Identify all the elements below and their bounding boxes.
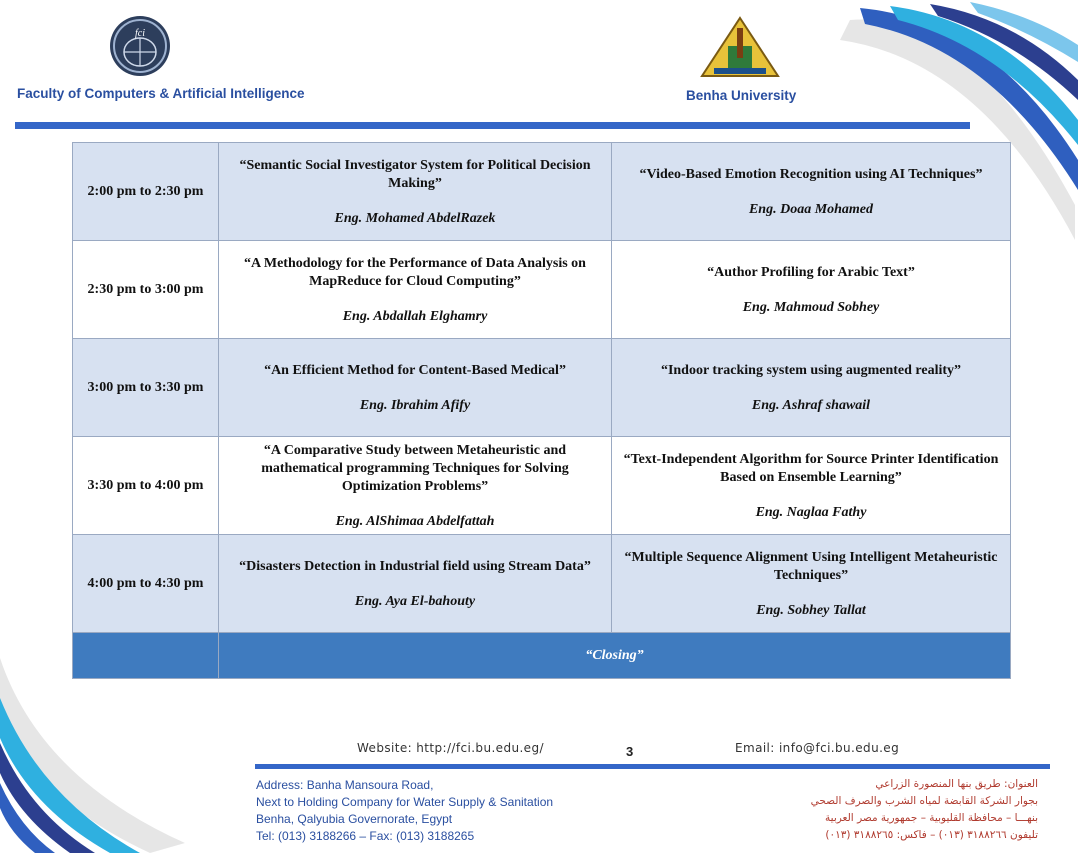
talk-title: “Disasters Detection in Industrial field using Stream Data” — [239, 558, 591, 574]
talk-title: “Text-Independent Algorithm for Source Printer Identification Based on Ensemble Learning” — [623, 451, 999, 485]
time-slot: 3:30 pm to 4:00 pm — [73, 437, 219, 535]
talk-title: “Indoor tracking system using augmented reality” — [660, 362, 962, 378]
address-line: بنهـــا – محافظة القليوبية – جمهورية مصر العربية — [825, 812, 1038, 824]
university-logo — [700, 16, 780, 80]
speaker-name: Eng. Ibrahim Afify — [359, 397, 471, 413]
address-line: العنوان: طريق بنها المنصورة الزراعي — [875, 778, 1038, 790]
footer-website: Website: http://fci.bu.edu.eg/ — [357, 741, 544, 755]
table-row — [73, 535, 1011, 633]
talk-cell — [219, 241, 612, 339]
talk-title: “Video-Based Emotion Recognition using AI Techniques” — [639, 166, 983, 182]
page-number: 3 — [626, 744, 634, 759]
talk-title: “A Methodology for the Performance of Data Analysis on MapReduce for Cloud Computing” — [244, 255, 586, 289]
closing-row — [73, 633, 1011, 679]
address-line: بجوار الشركة القابضة لمياه الشرب والصرف الصحي — [810, 795, 1038, 807]
talk-title: “Author Profiling for Arabic Text” — [707, 264, 915, 280]
talk-cell — [219, 339, 612, 437]
address-line: Tel: (013) 3188266 – Fax: (013) 3188265 — [256, 829, 475, 843]
address-line: Address: Banha Mansoura Road, — [256, 778, 434, 792]
footer-divider — [255, 764, 1050, 769]
talk-cell — [219, 143, 612, 241]
talk-cell — [219, 535, 612, 633]
talk-cell — [612, 143, 1011, 241]
speaker-name: Eng. Naglaa Fathy — [755, 504, 867, 520]
speaker-name: Eng. AlShimaa Abdelfattah — [335, 513, 495, 529]
talk-title: “A Comparative Study between Metaheuristic and mathematical programming Techniques for Solving Optimization Problems” — [261, 442, 569, 494]
address-arabic — [811, 776, 1038, 844]
closing-label: “Closing” — [219, 633, 1011, 679]
talk-cell — [612, 535, 1011, 633]
talk-cell — [612, 339, 1011, 437]
time-slot: 3:00 pm to 3:30 pm — [73, 339, 219, 437]
svg-text:fci: fci — [135, 28, 145, 39]
time-slot: 2:00 pm to 2:30 pm — [73, 143, 219, 241]
table-row — [73, 437, 1011, 535]
time-slot: 4:00 pm to 4:30 pm — [73, 535, 219, 633]
speaker-name: Eng. Ashraf shawail — [751, 397, 871, 413]
speaker-name: Eng. Mohamed AbdelRazek — [334, 210, 496, 226]
speaker-name: Eng. Doaa Mohamed — [748, 201, 874, 217]
address-english — [256, 777, 553, 845]
speaker-name: Eng. Mahmoud Sobhey — [742, 299, 880, 315]
table-row — [73, 339, 1011, 437]
table-row — [73, 143, 1011, 241]
footer-email: Email: info@fci.bu.edu.eg — [735, 741, 900, 755]
address-line: Benha, Qalyubia Governorate, Egypt — [256, 812, 453, 826]
time-slot: 2:30 pm to 3:00 pm — [73, 241, 219, 339]
schedule-table — [72, 142, 1011, 679]
talk-title: “An Efficient Method for Content-Based Medical” — [264, 362, 566, 378]
faculty-logo — [108, 14, 172, 78]
address-line: تليفون ٣١٨٨٢٦٦ (٠١٣) – فاكس: ٣١٨٨٢٦٥ (٠١٣) — [825, 829, 1038, 841]
closing-empty-cell — [73, 633, 219, 679]
header-divider — [15, 122, 970, 129]
university-name: Benha University — [686, 88, 797, 103]
speaker-name: Eng. Aya El-bahouty — [354, 593, 476, 609]
speaker-name: Eng. Abdallah Elghamry — [342, 308, 488, 324]
talk-cell — [612, 437, 1011, 535]
talk-title: “Semantic Social Investigator System for Political Decision Making” — [239, 157, 591, 191]
talk-cell — [612, 241, 1011, 339]
speaker-name: Eng. Sobhey Tallat — [756, 602, 866, 618]
address-line: Next to Holding Company for Water Supply & Sanitation — [256, 795, 554, 809]
talk-title: “Multiple Sequence Alignment Using Intelligent Metaheuristic Techniques” — [624, 549, 998, 583]
table-row — [73, 241, 1011, 339]
talk-cell — [219, 437, 612, 535]
faculty-name: Faculty of Computers & Artificial Intelligence — [17, 86, 305, 101]
